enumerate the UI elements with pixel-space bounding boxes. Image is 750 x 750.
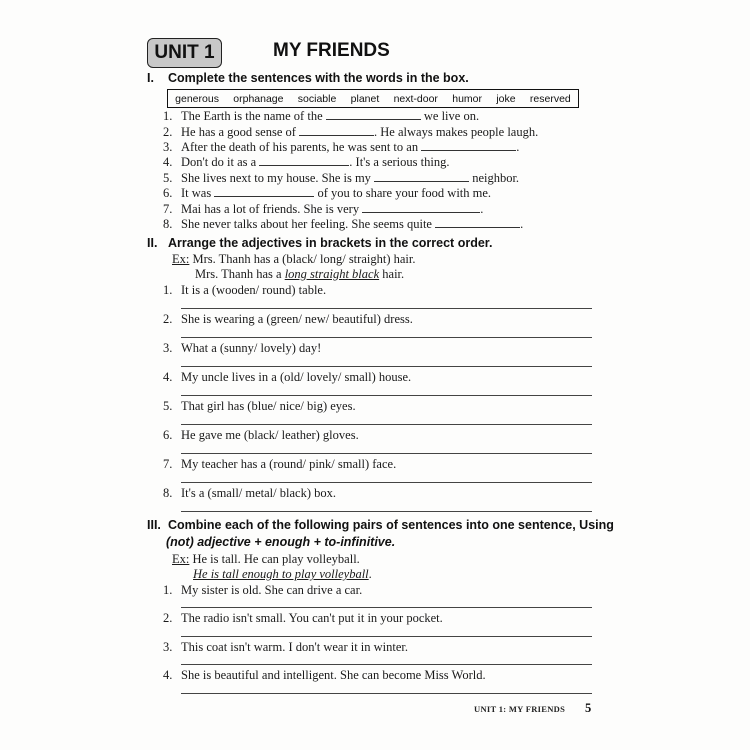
item-number: 1. [163,583,173,597]
section-number: III. [147,518,161,532]
unit-title: MY FRIENDS [273,40,390,61]
exercise-item [163,640,408,655]
example-text: Mrs. Thanh has a [195,267,282,281]
exercise-item [163,125,538,140]
item-number: 3. [163,640,173,654]
answer-line[interactable] [181,366,592,367]
answer-blank[interactable] [421,140,516,151]
exercise-item [163,155,449,170]
item-text: She lives next to my house. She is my [181,171,371,185]
item-text: . [520,217,524,231]
answer-blank[interactable] [299,125,374,136]
item-number: 2. [163,125,173,139]
item-text: She never talks about her feeling. She seems quite [181,217,432,231]
word-box-item: reserved [529,92,571,105]
word-box-item: next-door [393,92,438,105]
exercise-item [163,370,411,385]
example-line [172,552,360,567]
item-number: 7. [163,457,173,471]
answer-blank[interactable] [214,186,314,197]
answer-line[interactable] [181,453,592,454]
answer-line[interactable] [181,693,592,694]
item-text: . [516,140,520,154]
running-footer: UNIT 1: MY FRIENDS [474,704,566,714]
item-text: . It's a serious thing. [349,155,450,169]
answer-line[interactable] [181,482,592,483]
exercise-item [163,668,486,683]
exercise-item [163,283,326,298]
item-text: Mai has a lot of friends. She is very [181,202,360,216]
item-number: 4. [163,155,173,169]
exercise-item [163,583,362,598]
item-number: 2. [163,611,173,625]
item-number: 3. [163,140,173,154]
item-number: 5. [163,171,173,185]
section-2-heading [147,236,492,250]
example-text: hair. [382,267,405,281]
item-number: 6. [163,428,173,442]
answer-blank[interactable] [374,171,469,182]
item-text: She is wearing a (green/ new/ beautiful) dress. [181,312,413,326]
item-number: 5. [163,399,173,413]
answer-line[interactable] [181,636,592,637]
example-answer: He is tall enough to play volleyball [193,567,369,581]
item-number: 3. [163,341,173,355]
exercise-item [163,217,523,232]
answer-line[interactable] [181,607,592,608]
exercise-item [163,486,336,501]
word-box-item: humor [452,92,482,105]
page-number: 5 [585,701,592,715]
item-text: of you to share your food with me. [317,186,492,200]
section-number: I. [147,71,154,85]
answer-line[interactable] [181,511,592,512]
example-text: . [368,567,372,581]
answer-blank[interactable] [362,202,480,213]
section-1-heading [147,71,469,85]
exercise-item [163,611,443,626]
exercise-item [163,341,321,356]
exercise-item [163,457,396,472]
answer-line[interactable] [181,664,592,665]
example-line [172,252,415,267]
exercise-item [163,109,479,124]
answer-line[interactable] [181,424,592,425]
item-number: 1. [163,283,173,297]
item-text: It was [181,186,212,200]
example-text: He is tall. He can play volleyball. [192,552,360,566]
item-number: 8. [163,486,173,500]
exercise-item [163,312,413,327]
example-answer-line [193,567,372,582]
item-number: 6. [163,186,173,200]
item-text: . He always makes people laugh. [374,125,539,139]
section-number: II. [147,236,158,250]
answer-line[interactable] [181,395,592,396]
answer-blank[interactable] [259,155,349,166]
answer-line[interactable] [181,337,592,338]
item-number: 4. [163,370,173,384]
exercise-item [163,202,483,217]
item-text: He has a good sense of [181,125,296,139]
item-text: The Earth is the name of the [181,109,323,123]
section-instruction: Complete the sentences with the words in the box. [168,71,469,85]
exercise-item [163,186,491,201]
item-text: My uncle lives in a (old/ lovely/ small) house. [181,370,412,384]
section-instruction-continued: (not) adjective + enough + to-infinitive. [166,535,396,549]
word-box-item: generous [175,92,219,105]
exercise-item [163,171,519,186]
item-text: neighbor. [472,171,520,185]
item-text: we live on. [423,109,480,123]
item-number: 2. [163,312,173,326]
unit-badge: UNIT 1 [147,38,222,68]
example-answer-line [195,267,404,282]
item-text: After the death of his parents, he was sent to an [181,140,419,154]
item-text: What a (sunny/ lovely) day! [181,341,322,355]
item-number: 4. [163,668,173,682]
section-3-heading [147,518,614,532]
example-text: Mrs. Thanh has a (black/ long/ straight) hair. [192,252,416,266]
word-box-item: sociable [297,92,337,105]
item-text: The radio isn't small. You can't put it in your pocket. [181,611,443,625]
answer-blank[interactable] [435,217,520,228]
answer-line[interactable] [181,308,592,309]
word-box-item: orphanage [233,92,284,105]
item-text: That girl has (blue/ nice/ big) eyes. [181,399,356,413]
exercise-item [163,428,359,443]
item-text: . [480,202,484,216]
item-text: My teacher has a (round/ pink/ small) face. [181,457,397,471]
example-answer: long straight black [284,267,380,281]
word-box [167,89,579,108]
item-text: My sister is old. She can drive a car. [181,583,363,597]
example-label: Ex: [172,552,190,566]
section-instruction: Combine each of the following pairs of sentences into one sentence, Using [168,518,614,532]
example-label: Ex: [172,252,190,266]
item-text: This coat isn't warm. I don't wear it in winter. [181,640,409,654]
item-number: 7. [163,202,173,216]
item-number: 1. [163,109,173,123]
word-box-item: planet [350,92,380,105]
word-box-item: joke [496,92,516,105]
section-instruction: Arrange the adjectives in brackets in the correct order. [168,236,493,250]
item-number: 8. [163,217,173,231]
exercise-item [163,399,356,414]
item-text: It is a (wooden/ round) table. [181,283,327,297]
answer-blank[interactable] [326,109,421,120]
item-text: She is beautiful and intelligent. She can become Miss World. [181,668,486,682]
item-text: It's a (small/ metal/ black) box. [181,486,336,500]
item-text: He gave me (black/ leather) gloves. [181,428,359,442]
exercise-item [163,140,519,155]
item-text: Don't do it as a [181,155,257,169]
